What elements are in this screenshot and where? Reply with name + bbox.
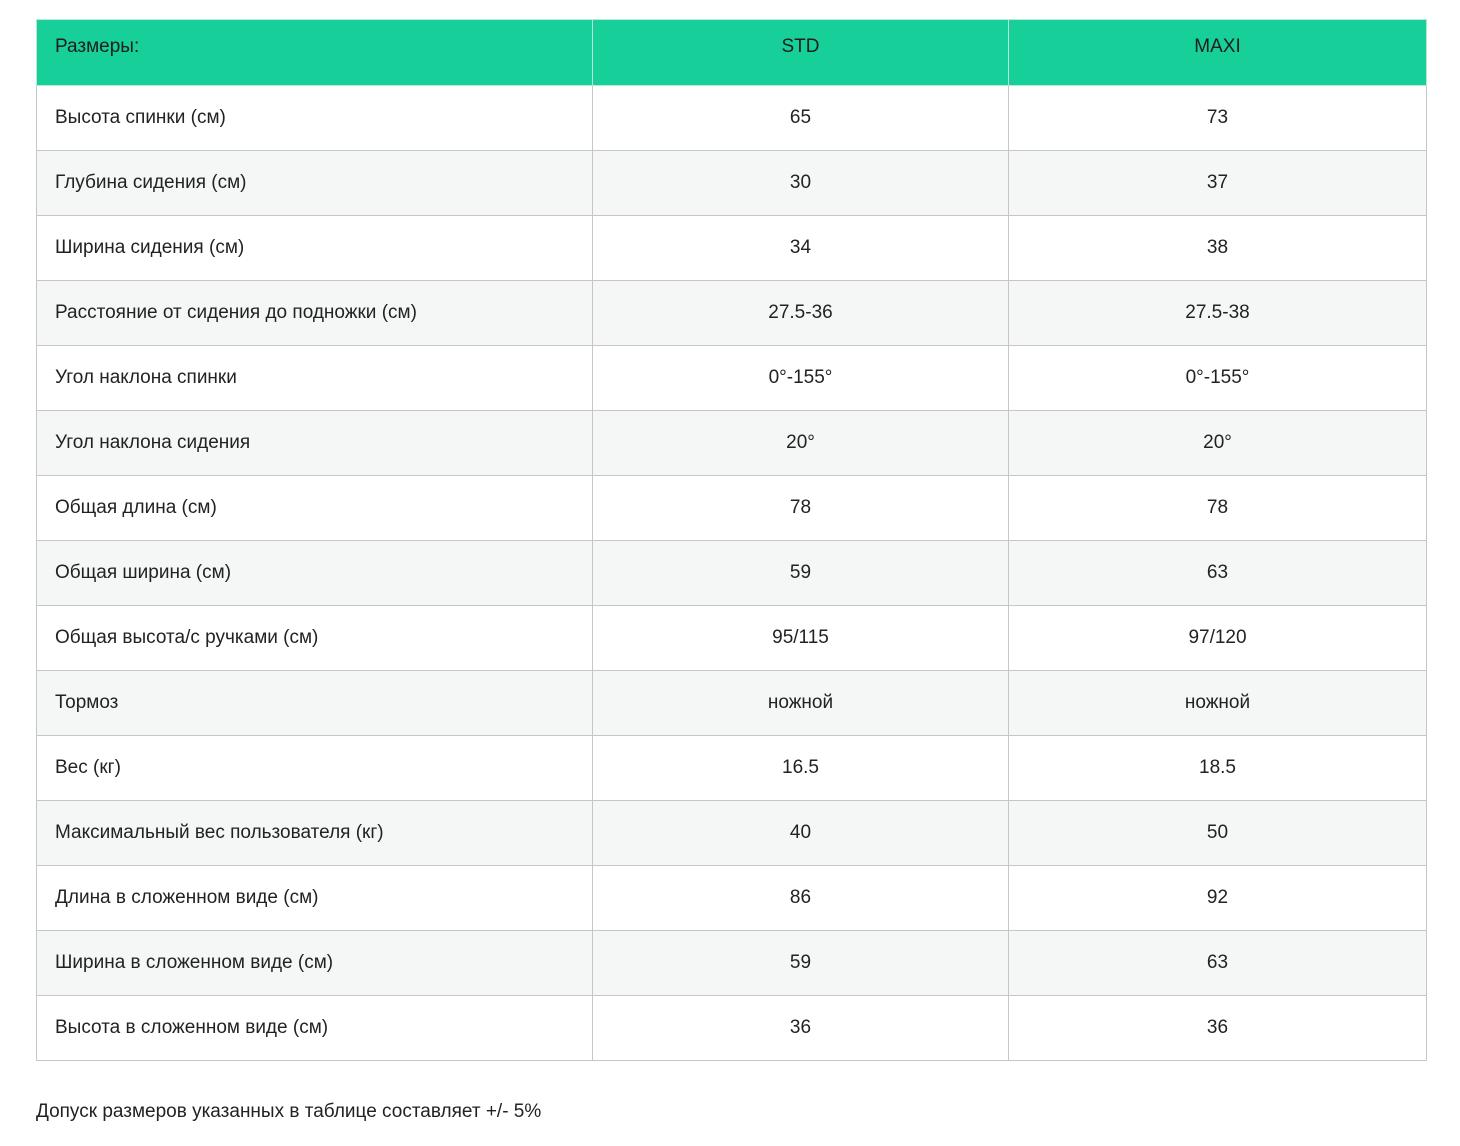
maxi-value: ножной <box>1009 671 1427 736</box>
std-value: 27.5-36 <box>593 281 1009 346</box>
table-row <box>37 801 1427 866</box>
table-row <box>37 411 1427 476</box>
row-label: Расстояние от сидения до подножки (см) <box>37 281 593 346</box>
row-label: Глубина сидения (см) <box>37 151 593 216</box>
spec-table-container <box>36 19 1426 1061</box>
table-row <box>37 151 1427 216</box>
std-value: 16.5 <box>593 736 1009 801</box>
header-sizes-label: Размеры: <box>37 20 593 86</box>
row-label: Максимальный вес пользователя (кг) <box>37 801 593 866</box>
table-header <box>37 20 1427 86</box>
maxi-value: 37 <box>1009 151 1427 216</box>
table-row <box>37 671 1427 736</box>
std-value: 40 <box>593 801 1009 866</box>
table-row <box>37 281 1427 346</box>
row-label: Ширина сидения (см) <box>37 216 593 281</box>
row-label: Ширина в сложенном виде (см) <box>37 931 593 996</box>
maxi-value: 63 <box>1009 931 1427 996</box>
header-row <box>37 20 1427 86</box>
maxi-value: 20° <box>1009 411 1427 476</box>
row-label: Высота спинки (см) <box>37 86 593 151</box>
table-row <box>37 216 1427 281</box>
std-value: ножной <box>593 671 1009 736</box>
table-row <box>37 606 1427 671</box>
header-std: STD <box>593 20 1009 86</box>
row-label: Угол наклона спинки <box>37 346 593 411</box>
std-value: 86 <box>593 866 1009 931</box>
maxi-value: 0°-155° <box>1009 346 1427 411</box>
maxi-value: 18.5 <box>1009 736 1427 801</box>
maxi-value: 36 <box>1009 996 1427 1061</box>
std-value: 30 <box>593 151 1009 216</box>
row-label: Общая высота/с ручками (см) <box>37 606 593 671</box>
table-row <box>37 866 1427 931</box>
std-value: 59 <box>593 541 1009 606</box>
maxi-value: 50 <box>1009 801 1427 866</box>
row-label: Высота в сложенном виде (см) <box>37 996 593 1061</box>
maxi-value: 78 <box>1009 476 1427 541</box>
maxi-value: 63 <box>1009 541 1427 606</box>
std-value: 95/115 <box>593 606 1009 671</box>
row-label: Вес (кг) <box>37 736 593 801</box>
std-value: 20° <box>593 411 1009 476</box>
table-body <box>37 86 1427 1061</box>
table-row <box>37 476 1427 541</box>
table-row <box>37 86 1427 151</box>
std-value: 59 <box>593 931 1009 996</box>
table-row <box>37 736 1427 801</box>
maxi-value: 27.5-38 <box>1009 281 1427 346</box>
maxi-value: 92 <box>1009 866 1427 931</box>
maxi-value: 38 <box>1009 216 1427 281</box>
table-row <box>37 996 1427 1061</box>
std-value: 36 <box>593 996 1009 1061</box>
tolerance-footnote: Допуск размеров указанных в таблице составляет +/- 5% <box>36 1101 542 1122</box>
maxi-value: 73 <box>1009 86 1427 151</box>
std-value: 78 <box>593 476 1009 541</box>
table-row <box>37 541 1427 606</box>
std-value: 0°-155° <box>593 346 1009 411</box>
row-label: Общая длина (см) <box>37 476 593 541</box>
table-row <box>37 346 1427 411</box>
row-label: Общая ширина (см) <box>37 541 593 606</box>
std-value: 34 <box>593 216 1009 281</box>
header-maxi: MAXI <box>1009 20 1427 86</box>
maxi-value: 97/120 <box>1009 606 1427 671</box>
std-value: 65 <box>593 86 1009 151</box>
spec-table <box>36 19 1427 1061</box>
table-row <box>37 931 1427 996</box>
row-label: Тормоз <box>37 671 593 736</box>
row-label: Длина в сложенном виде (см) <box>37 866 593 931</box>
row-label: Угол наклона сидения <box>37 411 593 476</box>
